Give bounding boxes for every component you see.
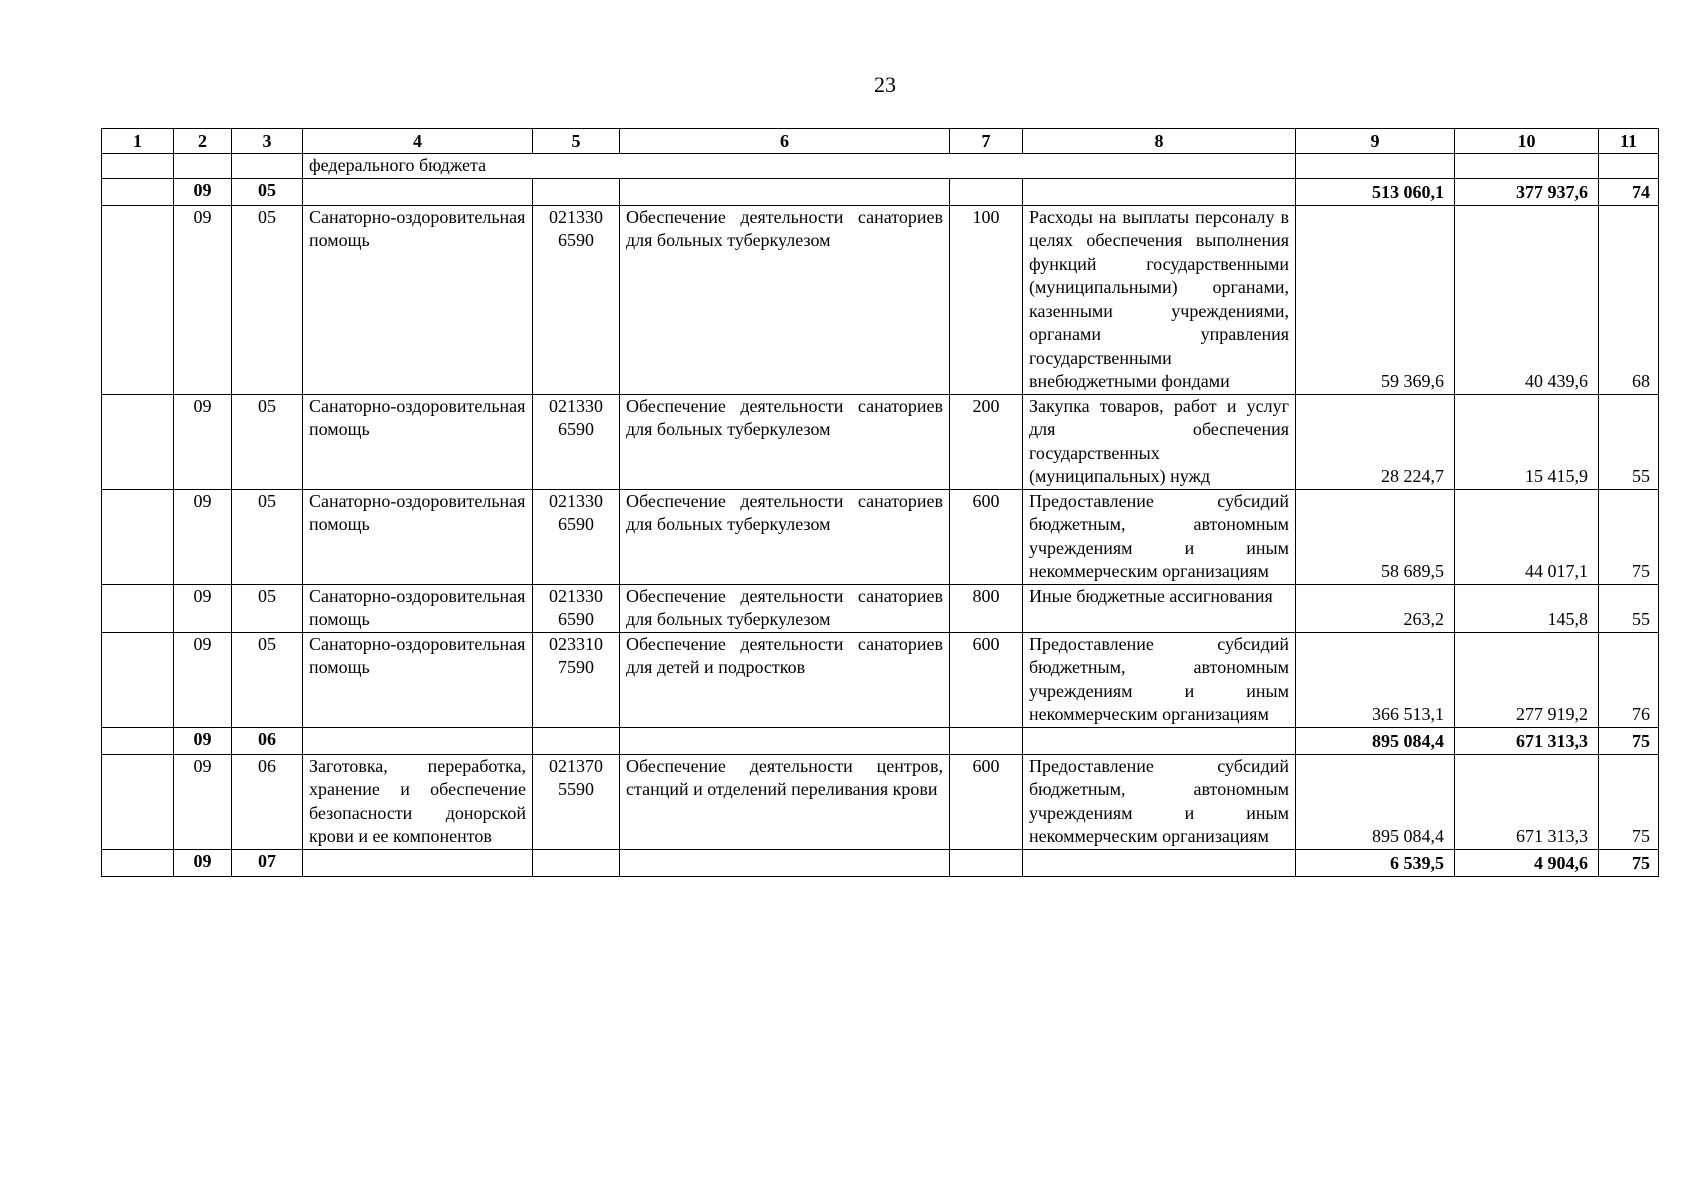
cell-4 bbox=[303, 849, 533, 876]
header-cell: 3 bbox=[232, 129, 303, 154]
cell-actual: 4 904,6 bbox=[1455, 849, 1599, 876]
cell-description: Обеспечение деятельности санаториев для детей и подростков bbox=[620, 632, 950, 727]
cell-target-article bbox=[533, 394, 620, 489]
cell-description: Обеспечение деятельности санаториев для больных туберкулезом bbox=[620, 205, 950, 394]
continuation-text: федерального бюджета bbox=[303, 154, 1296, 179]
cell-4 bbox=[303, 178, 533, 205]
header-cell: 2 bbox=[174, 129, 232, 154]
cell-1 bbox=[102, 754, 174, 849]
cell-plan: 58 689,5 bbox=[1296, 489, 1455, 584]
cell-plan: 6 539,5 bbox=[1296, 849, 1455, 876]
cell-1 bbox=[102, 489, 174, 584]
cell-1 bbox=[102, 394, 174, 489]
cell-section: 09 bbox=[174, 178, 232, 205]
cell-plan: 513 060,1 bbox=[1296, 178, 1455, 205]
cell-actual: 671 313,3 bbox=[1455, 754, 1599, 849]
cell-plan: 59 369,6 bbox=[1296, 205, 1455, 394]
cell-percent: 74 bbox=[1599, 178, 1659, 205]
cell-target-article bbox=[533, 632, 620, 727]
cell-expense-name: Иные бюджетные ассигнования bbox=[1023, 584, 1296, 632]
cell-actual: 44 017,1 bbox=[1455, 489, 1599, 584]
article-code-part: 021330 bbox=[549, 206, 603, 227]
cell-description: Обеспечение деятельности санаториев для больных туберкулезом bbox=[620, 394, 950, 489]
cell-8 bbox=[1023, 178, 1296, 205]
cell-subsection: 05 bbox=[232, 178, 303, 205]
budget-table bbox=[101, 128, 1659, 877]
cell-purpose: Санаторно-оздоровительная помощь bbox=[303, 632, 533, 727]
article-code-part: 021330 bbox=[549, 490, 603, 511]
cell-actual: 145,8 bbox=[1455, 584, 1599, 632]
cell-section: 09 bbox=[174, 205, 232, 394]
continuation-row bbox=[102, 154, 1659, 179]
cell-percent: 75 bbox=[1599, 727, 1659, 754]
cell-expense-type: 200 bbox=[950, 394, 1023, 489]
cell-subsection: 06 bbox=[232, 754, 303, 849]
cell-percent: 76 bbox=[1599, 632, 1659, 727]
cell-percent: 68 bbox=[1599, 205, 1659, 394]
cell-7 bbox=[950, 849, 1023, 876]
cell-expense-type: 800 bbox=[950, 584, 1023, 632]
article-code-part: 021370 bbox=[549, 755, 603, 776]
cell-7 bbox=[950, 178, 1023, 205]
article-code-part: 6590 bbox=[558, 419, 594, 439]
cell-expense-type: 600 bbox=[950, 754, 1023, 849]
cell-plan: 28 224,7 bbox=[1296, 394, 1455, 489]
article-code-part: 6590 bbox=[558, 230, 594, 250]
cell-1 bbox=[102, 849, 174, 876]
cell-percent: 75 bbox=[1599, 489, 1659, 584]
table-row bbox=[102, 205, 1659, 394]
cell-plan: 366 513,1 bbox=[1296, 632, 1455, 727]
article-code-part: 6590 bbox=[558, 514, 594, 534]
cell-4 bbox=[303, 727, 533, 754]
cell-actual: 15 415,9 bbox=[1455, 394, 1599, 489]
cell-expense-name: Закупка товаров, работ и услуг для обеспечения государственных (муниципальных) нужд bbox=[1023, 394, 1296, 489]
subtotal-row bbox=[102, 849, 1659, 876]
subtotal-row bbox=[102, 178, 1659, 205]
header-cell: 10 bbox=[1455, 129, 1599, 154]
cell-actual: 671 313,3 bbox=[1455, 727, 1599, 754]
table-row bbox=[102, 754, 1659, 849]
cell-percent: 75 bbox=[1599, 849, 1659, 876]
cell-subsection: 05 bbox=[232, 394, 303, 489]
cell-section: 09 bbox=[174, 727, 232, 754]
cell-7 bbox=[950, 727, 1023, 754]
header-cell: 8 bbox=[1023, 129, 1296, 154]
cell-subsection: 05 bbox=[232, 584, 303, 632]
article-code-part: 5590 bbox=[558, 779, 594, 799]
header-cell: 5 bbox=[533, 129, 620, 154]
cell-section: 09 bbox=[174, 584, 232, 632]
cell-1 bbox=[102, 584, 174, 632]
cell-plan: 895 084,4 bbox=[1296, 754, 1455, 849]
cell-5 bbox=[533, 727, 620, 754]
header-cell: 6 bbox=[620, 129, 950, 154]
cell-purpose: Санаторно-оздоровительная помощь bbox=[303, 205, 533, 394]
cell-expense-name: Расходы на выплаты персоналу в целях обеспечения выполнения функций государственными (муниципальными) органами, казенными учреждениями, органами управления государственными внебюджетными фондами bbox=[1023, 205, 1296, 394]
page-number: 23 bbox=[874, 72, 896, 97]
cell-subsection: 06 bbox=[232, 727, 303, 754]
cell-expense-type: 600 bbox=[950, 489, 1023, 584]
cell-purpose: Заготовка, переработка, хранение и обеспечение безопасности донорской крови и ее компонентов bbox=[303, 754, 533, 849]
header-row bbox=[102, 129, 1659, 154]
cell-section: 09 bbox=[174, 394, 232, 489]
cell-1 bbox=[102, 205, 174, 394]
cell-5 bbox=[533, 849, 620, 876]
cell-actual: 277 919,2 bbox=[1455, 632, 1599, 727]
table-row bbox=[102, 632, 1659, 727]
cell-purpose: Санаторно-оздоровительная помощь bbox=[303, 394, 533, 489]
cell-5 bbox=[533, 178, 620, 205]
table-row bbox=[102, 394, 1659, 489]
cell-expense-type: 600 bbox=[950, 632, 1023, 727]
cell-description: Обеспечение деятельности санаториев для больных туберкулезом bbox=[620, 489, 950, 584]
article-code-part: 6590 bbox=[558, 609, 594, 629]
article-code-part: 021330 bbox=[549, 585, 603, 606]
cell-subsection: 05 bbox=[232, 205, 303, 394]
cell-purpose: Санаторно-оздоровительная помощь bbox=[303, 584, 533, 632]
cell-section: 09 bbox=[174, 849, 232, 876]
cell-section: 09 bbox=[174, 632, 232, 727]
header-cell: 7 bbox=[950, 129, 1023, 154]
cell-target-article bbox=[533, 584, 620, 632]
cell-description: Обеспечение деятельности центров, станций и отделений переливания крови bbox=[620, 754, 950, 849]
cell-1 bbox=[102, 727, 174, 754]
cell-target-article bbox=[533, 489, 620, 584]
cell-8 bbox=[1023, 849, 1296, 876]
cell-subsection: 05 bbox=[232, 632, 303, 727]
cell-subsection: 05 bbox=[232, 489, 303, 584]
header-cell: 9 bbox=[1296, 129, 1455, 154]
cell-subsection: 07 bbox=[232, 849, 303, 876]
article-code-part: 023310 bbox=[549, 633, 603, 654]
article-code-part: 021330 bbox=[549, 395, 603, 416]
cell-percent: 75 bbox=[1599, 754, 1659, 849]
cell-target-article bbox=[533, 205, 620, 394]
article-code-part: 7590 bbox=[558, 657, 594, 677]
cell-6 bbox=[620, 849, 950, 876]
cell-actual: 40 439,6 bbox=[1455, 205, 1599, 394]
cell-section: 09 bbox=[174, 489, 232, 584]
cell-purpose: Санаторно-оздоровительная помощь bbox=[303, 489, 533, 584]
cell-1 bbox=[102, 632, 174, 727]
cell-percent: 55 bbox=[1599, 584, 1659, 632]
table-body bbox=[102, 129, 1659, 877]
cell-expense-name: Предоставление субсидий бюджетным, автономным учреждениям и иным некоммерческим организациям bbox=[1023, 632, 1296, 727]
cell-plan: 263,2 bbox=[1296, 584, 1455, 632]
cell-expense-name: Предоставление субсидий бюджетным, автономным учреждениям и иным некоммерческим организациям bbox=[1023, 754, 1296, 849]
cell-description: Обеспечение деятельности санаториев для больных туберкулезом bbox=[620, 584, 950, 632]
cell-8 bbox=[1023, 727, 1296, 754]
cell-1 bbox=[102, 178, 174, 205]
subtotal-row bbox=[102, 727, 1659, 754]
cell-target-article bbox=[533, 754, 620, 849]
table-row bbox=[102, 584, 1659, 632]
cell-6 bbox=[620, 727, 950, 754]
cell-expense-name: Предоставление субсидий бюджетным, автономным учреждениям и иным некоммерческим организациям bbox=[1023, 489, 1296, 584]
table-row bbox=[102, 489, 1659, 584]
header-cell: 4 bbox=[303, 129, 533, 154]
cell-percent: 55 bbox=[1599, 394, 1659, 489]
cell-actual: 377 937,6 bbox=[1455, 178, 1599, 205]
cell-6 bbox=[620, 178, 950, 205]
cell-expense-type: 100 bbox=[950, 205, 1023, 394]
header-cell: 1 bbox=[102, 129, 174, 154]
cell-section: 09 bbox=[174, 754, 232, 849]
cell-plan: 895 084,4 bbox=[1296, 727, 1455, 754]
header-cell: 11 bbox=[1599, 129, 1659, 154]
